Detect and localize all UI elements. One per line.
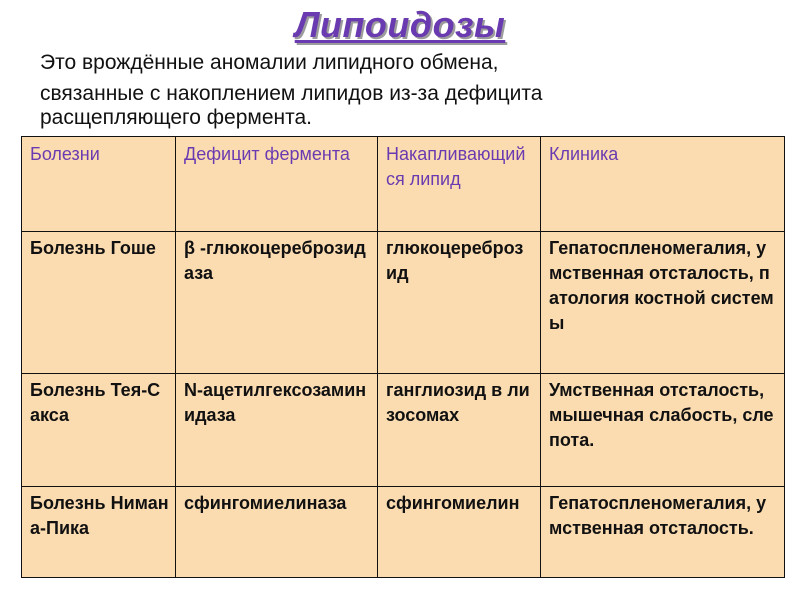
header-accumulated-lipid: Накапливающийся липид [378,137,541,232]
lipoidoses-table [21,136,785,578]
cell-clinic: Умственная отсталость, мышечная слабость, слепота. [541,374,785,487]
cell-lipid: глюкоцереброзид [378,232,541,374]
cell-enzyme: сфингомиелиназа [176,487,378,578]
cell-clinic: Гепатоспленомегалия, умственная отсталость. [541,487,785,578]
cell-lipid: ганглиозид в лизосомах [378,374,541,487]
intro-line-2: связанные с накоплением липидов из-за дефицита [40,82,543,105]
cell-disease: Болезнь Гоше [22,232,176,374]
cell-enzyme: N-ацетилгексозаминидаза [176,374,378,487]
cell-enzyme: β -глюкоцереброзидаза [176,232,378,374]
table-row [22,374,785,487]
header-enzyme-deficit: Дефицит фермента [176,137,378,232]
cell-clinic: Гепатоспленомегалия, умственная отсталость, патология костной системы [541,232,785,374]
header-clinic: Клиника [541,137,785,232]
cell-disease: Болезнь Тея-Сакса [22,374,176,487]
cell-disease: Болезнь Нимана-Пика [22,487,176,578]
table-row [22,232,785,374]
intro-line-3: расщепляющего фермента. [40,106,313,129]
table-row [22,487,785,578]
header-diseases: Болезни [22,137,176,232]
intro-line-1: Это врождённые аномалии липидного обмена, [40,51,499,74]
intro-paragraph [40,50,790,130]
table-header-row [22,137,785,232]
page-title [0,4,800,46]
cell-lipid: сфингомиелин [378,487,541,578]
title-text: Липоидозы [294,4,506,45]
